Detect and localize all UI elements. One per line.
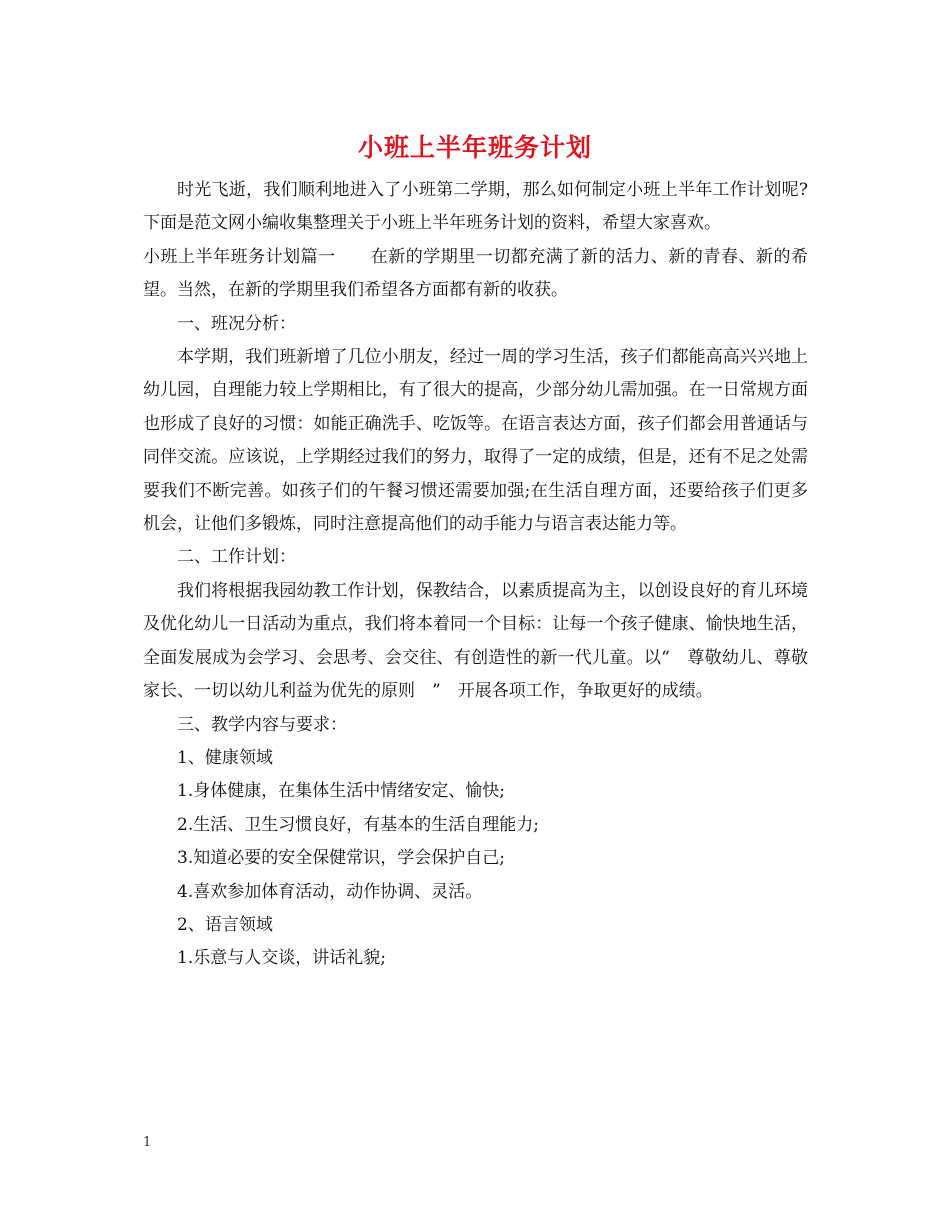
list-item: 2.生活、卫生习惯良好，有基本的生活自理能力; bbox=[177, 814, 539, 835]
list-item: 4.喜欢参加体育活动，动作协调、灵活。 bbox=[177, 881, 483, 902]
heading-health-domain: 1、健康领域 bbox=[177, 747, 273, 768]
paragraph-intro: 时光飞逝，我们顺利地进入了小班第二学期，那么如何制定小班上半年工作计划呢?下面是范文网小编收集整理关于小班上半年班务计划的资料，希望大家喜欢。 bbox=[143, 180, 808, 234]
list-item: 1.乐意与人交谈，讲话礼貌; bbox=[177, 948, 386, 969]
paragraph-work-plan: 我们将根据我园幼教工作计划，保教结合，以素质提高为主，以创设良好的育儿环境及优化幼儿一日活动为重点，我们将本着同一个目标：让每一个孩子健康、愉快地生活，全面发展成为会学习、会思考、会交往、有创造性的新一代儿童。以“ 尊敬幼儿、尊敬家长、一切以幼儿利益为优先的原则 ” 开展各项工作，争取更好的成绩。 bbox=[143, 580, 808, 702]
paragraph-section-one-intro: 小班上半年班务计划篇一 在新的学期里一切都充满了新的活力、新的青春、新的希望。当然，在新的学期里我们希望各方面都有新的收获。 bbox=[143, 246, 808, 301]
document-body bbox=[143, 174, 808, 976]
heading-language-domain: 2、语言领域 bbox=[177, 914, 273, 935]
heading-work-plan: 二、工作计划： bbox=[177, 547, 296, 568]
list-item: 1.身体健康，在集体生活中情绪安定、愉快; bbox=[177, 781, 505, 802]
list-item: 3.知道必要的安全保健常识，学会保护自己; bbox=[177, 848, 505, 869]
heading-teaching-content: 三、教学内容与要求： bbox=[177, 714, 347, 735]
document-title: 小班上半年班务计划 bbox=[357, 133, 592, 162]
paragraph-class-analysis: 本学期，我们班新增了几位小朋友，经过一周的学习生活，孩子们都能高高兴兴地上幼儿园，自理能力较上学期相比，有了很大的提高，少部分幼儿需加强。在一日常规方面也形成了良好的习惯：如能正确洗手、吃饭等。在语言表达方面，孩子们都会用普通话与同伴交流。应该说，上学期经过我们的努力，取得了一定的成绩，但是，还有不足之处需要我们不断完善。如孩子们的午餐习惯还需要加强;在生活自理方面，还要给孩子们更多机会，让他们多锻炼，同时注意提高他们的动手能力与语言表达能力等。 bbox=[143, 347, 808, 535]
page-number: 1 bbox=[143, 1135, 152, 1150]
heading-class-analysis: 一、班况分析： bbox=[177, 313, 296, 334]
